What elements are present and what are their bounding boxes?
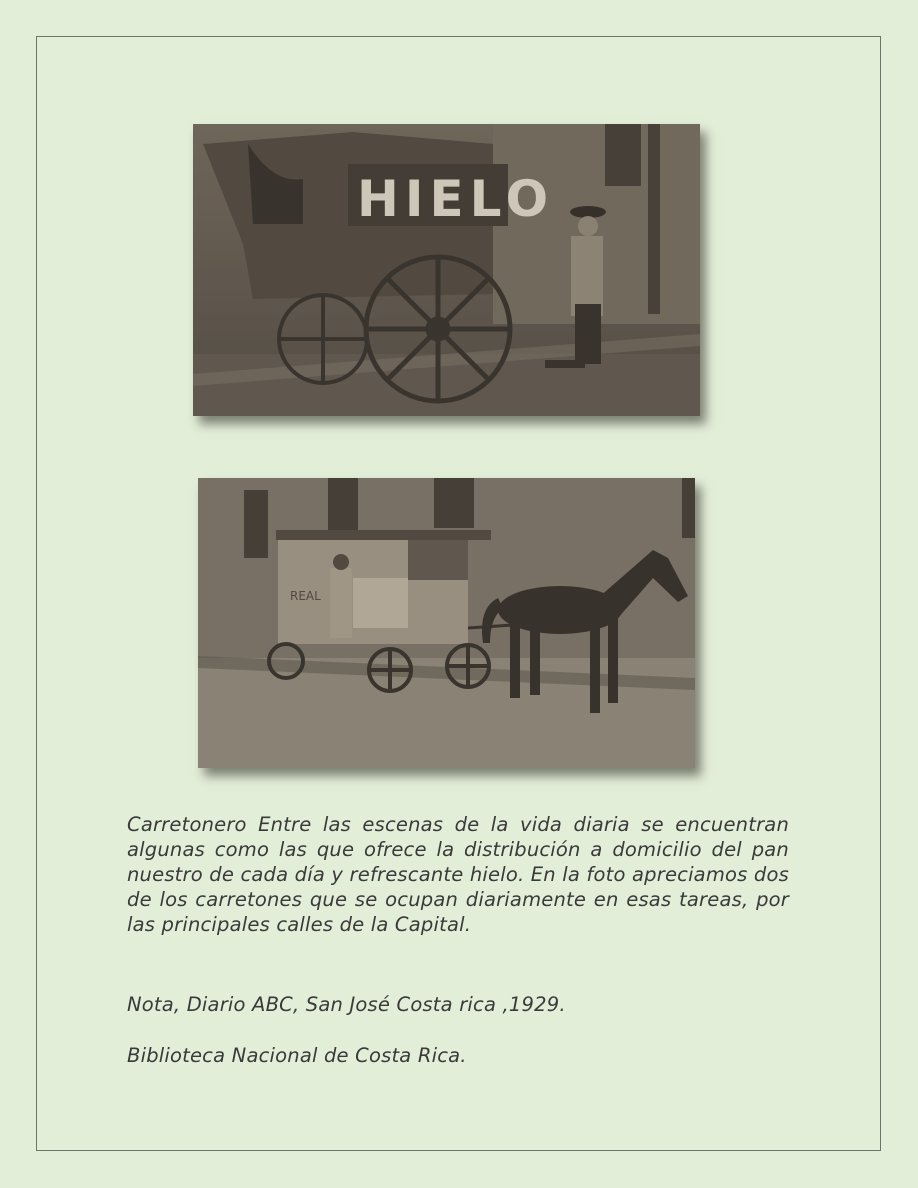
photo-ice-cart xyxy=(193,124,700,416)
bread-cart-image xyxy=(198,478,695,768)
photo-bread-cart xyxy=(198,478,695,768)
photo-caption: Carretonero Entre las escenas de la vida diaria se encuentran algunas como las que ofrece la distribución a domicilio del pan nuestro de cada día y refrescante hielo. En la foto apreciamos dos de los carretones que se ocupan diariamente en esas tareas, por las principales calles de la Capital. xyxy=(127,813,789,936)
ice-cart-image xyxy=(193,124,700,416)
archive-credit: Biblioteca Nacional de Costa Rica. xyxy=(127,1044,467,1067)
svg-text:HIELO: HIELO xyxy=(357,170,555,228)
source-note: Nota, Diario ABC, San José Costa rica ,1929. xyxy=(127,993,566,1016)
svg-text:REAL: REAL xyxy=(290,589,321,603)
